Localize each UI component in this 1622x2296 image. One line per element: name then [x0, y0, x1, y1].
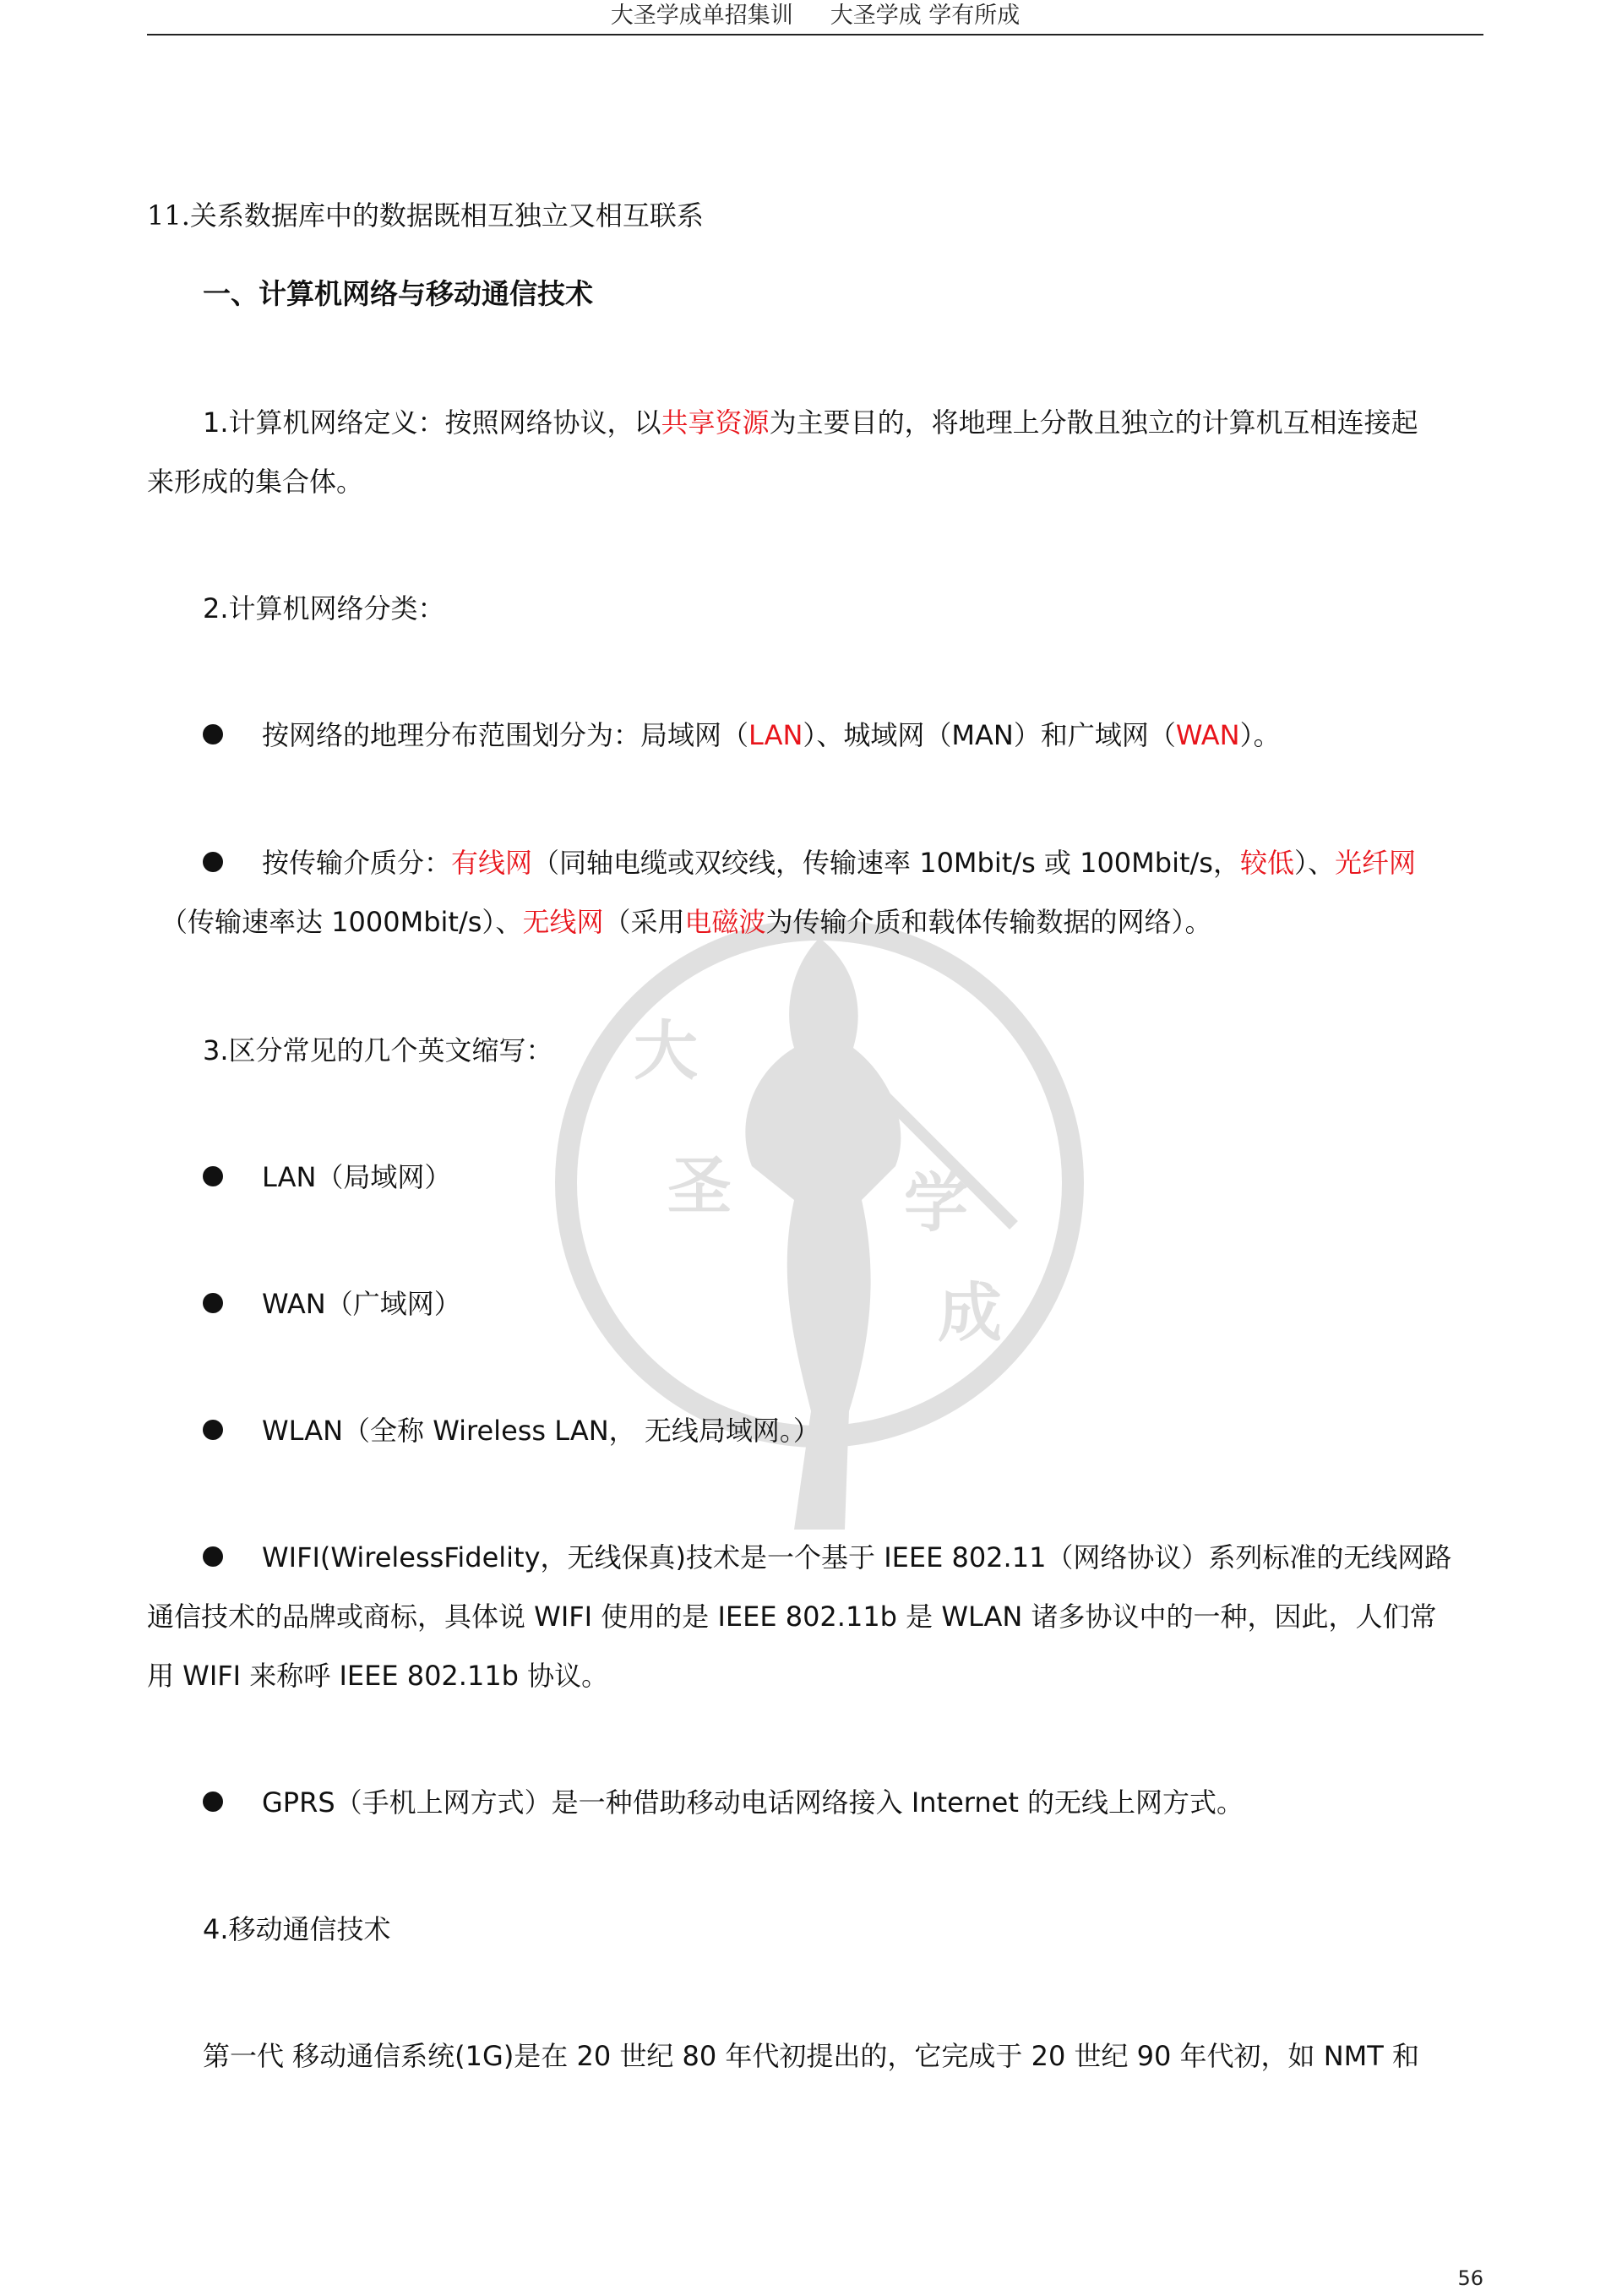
- header-right: 大圣学成 学有所成: [830, 3, 1021, 29]
- highlight-fiber: 光纤网: [1335, 847, 1417, 879]
- section-title: 一、计算机网络与移动通信技术: [203, 277, 593, 310]
- highlight-low: 较低: [1239, 847, 1294, 879]
- definition-line-2: 来形成的集合体。: [147, 466, 364, 498]
- bullet-icon: [203, 724, 223, 744]
- bullet-geo-range: [262, 706, 1598, 765]
- gprs-line: GPRS（手机上网方式）是一种借助移动电话网络接入 Internet 的无线上网方式。: [262, 1786, 1244, 1819]
- highlight-wan: WAN: [1175, 719, 1240, 751]
- bullet-icon: [203, 1546, 223, 1567]
- bullet-text-end: ）。: [1239, 719, 1281, 751]
- definition-text-cont: 为主要目的，将地理上分散且独立的计算机互相连接起: [769, 406, 1418, 439]
- bullet-text-end: 为传输介质和载体传输数据的网络）。: [765, 906, 1212, 938]
- bullet-text-cont: ）、城域网（MAN）和广域网（: [803, 719, 1176, 751]
- highlight-lan: LAN: [748, 719, 803, 751]
- highlight-shared-resources: 共享资源: [661, 406, 770, 439]
- bullet-text-cont: （同轴电缆或双绞线，传输速率 10Mbit/s 或 100Mbit/s，: [532, 847, 1240, 879]
- bullet-icon: [203, 1792, 223, 1812]
- bullet-text: 按网络的地理分布范围划分为：局域网（: [262, 719, 749, 751]
- highlight-em-wave: 电磁波: [684, 906, 766, 938]
- wifi-line-2: 通信技术的品牌或商标，具体说 WIFI 使用的是 IEEE 802.11b 是 WLAN 诸多协议中的一种，因此，人们常: [147, 1601, 1437, 1633]
- bullet-icon: [203, 1420, 223, 1440]
- wifi-line-1: WIFI(WirelessFidelity，无线保真)技术是一个基于 IEEE 802.11（网络协议）系列标准的无线网路: [262, 1541, 1452, 1573]
- intro-line: 11.关系数据库中的数据既相互独立又相互联系: [147, 199, 704, 232]
- bullet-sep: ）、: [1294, 847, 1336, 879]
- bullet-media: [262, 833, 1483, 892]
- bullet-icon: [203, 1166, 223, 1186]
- watermark-char-1: 大: [634, 1013, 698, 1088]
- watermark-char-4: 成: [938, 1275, 1002, 1350]
- bullet-text: （传输速率达 1000Mbit/s）、: [161, 906, 523, 938]
- bullet-text: 按传输介质分：: [262, 847, 452, 879]
- mobile-comm-heading: 4.移动通信技术: [203, 1913, 391, 1945]
- abbreviation-heading: 3.区分常见的几个英文缩写：: [203, 1034, 553, 1066]
- bullet-icon: [203, 1293, 223, 1313]
- abbr-item: WAN（广域网）: [262, 1288, 461, 1320]
- page-header: [147, 0, 1483, 35]
- watermark-char-2: 圣: [667, 1148, 732, 1224]
- header-left: 大圣学成单招集训: [610, 3, 793, 29]
- definition-text: 1.计算机网络定义：按照网络协议，以: [203, 406, 661, 439]
- page-number: 56: [1457, 2266, 1483, 2290]
- definition-line-1: [203, 393, 1539, 452]
- classification-heading: 2.计算机网络分类：: [203, 592, 445, 624]
- bullet-media-cont: [161, 892, 1497, 952]
- wifi-line-3: 用 WIFI 来称呼 IEEE 802.11b 协议。: [147, 1660, 609, 1692]
- abbr-item: LAN（局域网）: [262, 1161, 452, 1193]
- watermark-char-3: 学: [904, 1165, 968, 1241]
- bullet-text-cont: （采用: [603, 906, 685, 938]
- highlight-wireless: 无线网: [522, 906, 604, 938]
- abbr-item: WLAN（全称 Wireless LAN， 无线局域网。）: [262, 1415, 820, 1447]
- bullet-icon: [203, 852, 223, 872]
- first-gen-line: 第一代 移动通信系统(1G)是在 20 世纪 80 年代初提出的，它完成于 20 世纪 90 年代初，如 NMT 和: [203, 2040, 1419, 2072]
- highlight-wired: 有线网: [451, 847, 533, 879]
